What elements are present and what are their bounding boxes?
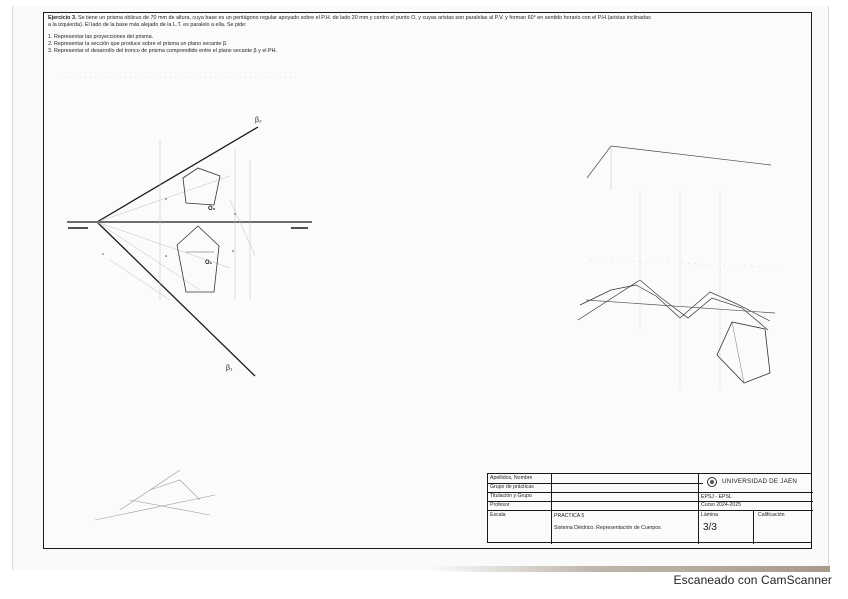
label-beta2: β₂	[255, 117, 262, 124]
scan-edge-shadow	[430, 566, 830, 572]
title-block	[487, 473, 812, 543]
exercise-title: Ejercicio 3.	[48, 15, 77, 21]
label-o1: O₁	[205, 260, 213, 266]
trace-beta1	[97, 222, 255, 376]
development-sketch	[578, 146, 780, 390]
scanner-watermark: Escaneado con CamScanner	[673, 573, 832, 587]
label-apellidos: Apellidos, Nombre	[490, 475, 533, 481]
plane-beta-traces	[97, 127, 258, 376]
ground-line	[67, 222, 312, 228]
construction-lines	[60, 77, 300, 300]
task-3: 3. Representar el desarrollo del tronco de prisma comprendido entre el plano secante β y el PH.	[48, 48, 278, 54]
school-name: EPSJ - EPSL	[701, 494, 732, 500]
label-beta1: β₁	[226, 365, 233, 372]
task-1: 1. Representar las proyecciones del prisma.	[48, 34, 154, 40]
university-name: UNIVERSIDAD DE JAÉN	[722, 478, 798, 485]
practice-title: PRÁCTICA 5	[554, 513, 585, 519]
statement-text-1: Se tiene un prisma oblicuo de 70 mm de altura, cuya base es un pentágono regular apoyado sobre el P.H. de lado 20 mm y centro el punto O, y cuyas aristas son paralelas al P.V. y forman 60° en sentido horario con el P.H.(aristas inclinadas	[77, 15, 651, 21]
university-logo	[707, 477, 717, 487]
subject-title: Sistema Diédrico. Representación de Cuerpos	[554, 525, 661, 531]
statement-line-2: a la izquierda). El lado de la base más alejado de la L.T. es paralelo a ella. Se pide:	[48, 22, 247, 28]
label-profesor: Profesor	[490, 502, 510, 508]
label-titulacion: Titulación y Grupo	[490, 493, 532, 499]
label-o2: O₂	[208, 206, 216, 212]
label-grupo: Grupo de prácticas	[490, 484, 534, 490]
sheet-number: 3/3	[703, 522, 717, 533]
course-year: Curso 2024-2025	[701, 502, 742, 508]
trace-beta2	[97, 127, 258, 222]
pentagon-vertical-projection	[183, 168, 220, 205]
lower-sketch	[95, 470, 215, 520]
calificacion-label: Calificación	[758, 512, 785, 518]
pentagon-horizontal-projection	[177, 226, 219, 292]
section-pentagon-sketch	[717, 322, 770, 383]
section-side-line	[732, 322, 744, 383]
label-escala: Escala	[490, 512, 506, 518]
task-2: 2. Representar la sección que produce sobre el prisma un plano secante β.	[48, 41, 228, 47]
lamina-label: Lámina	[701, 512, 719, 518]
